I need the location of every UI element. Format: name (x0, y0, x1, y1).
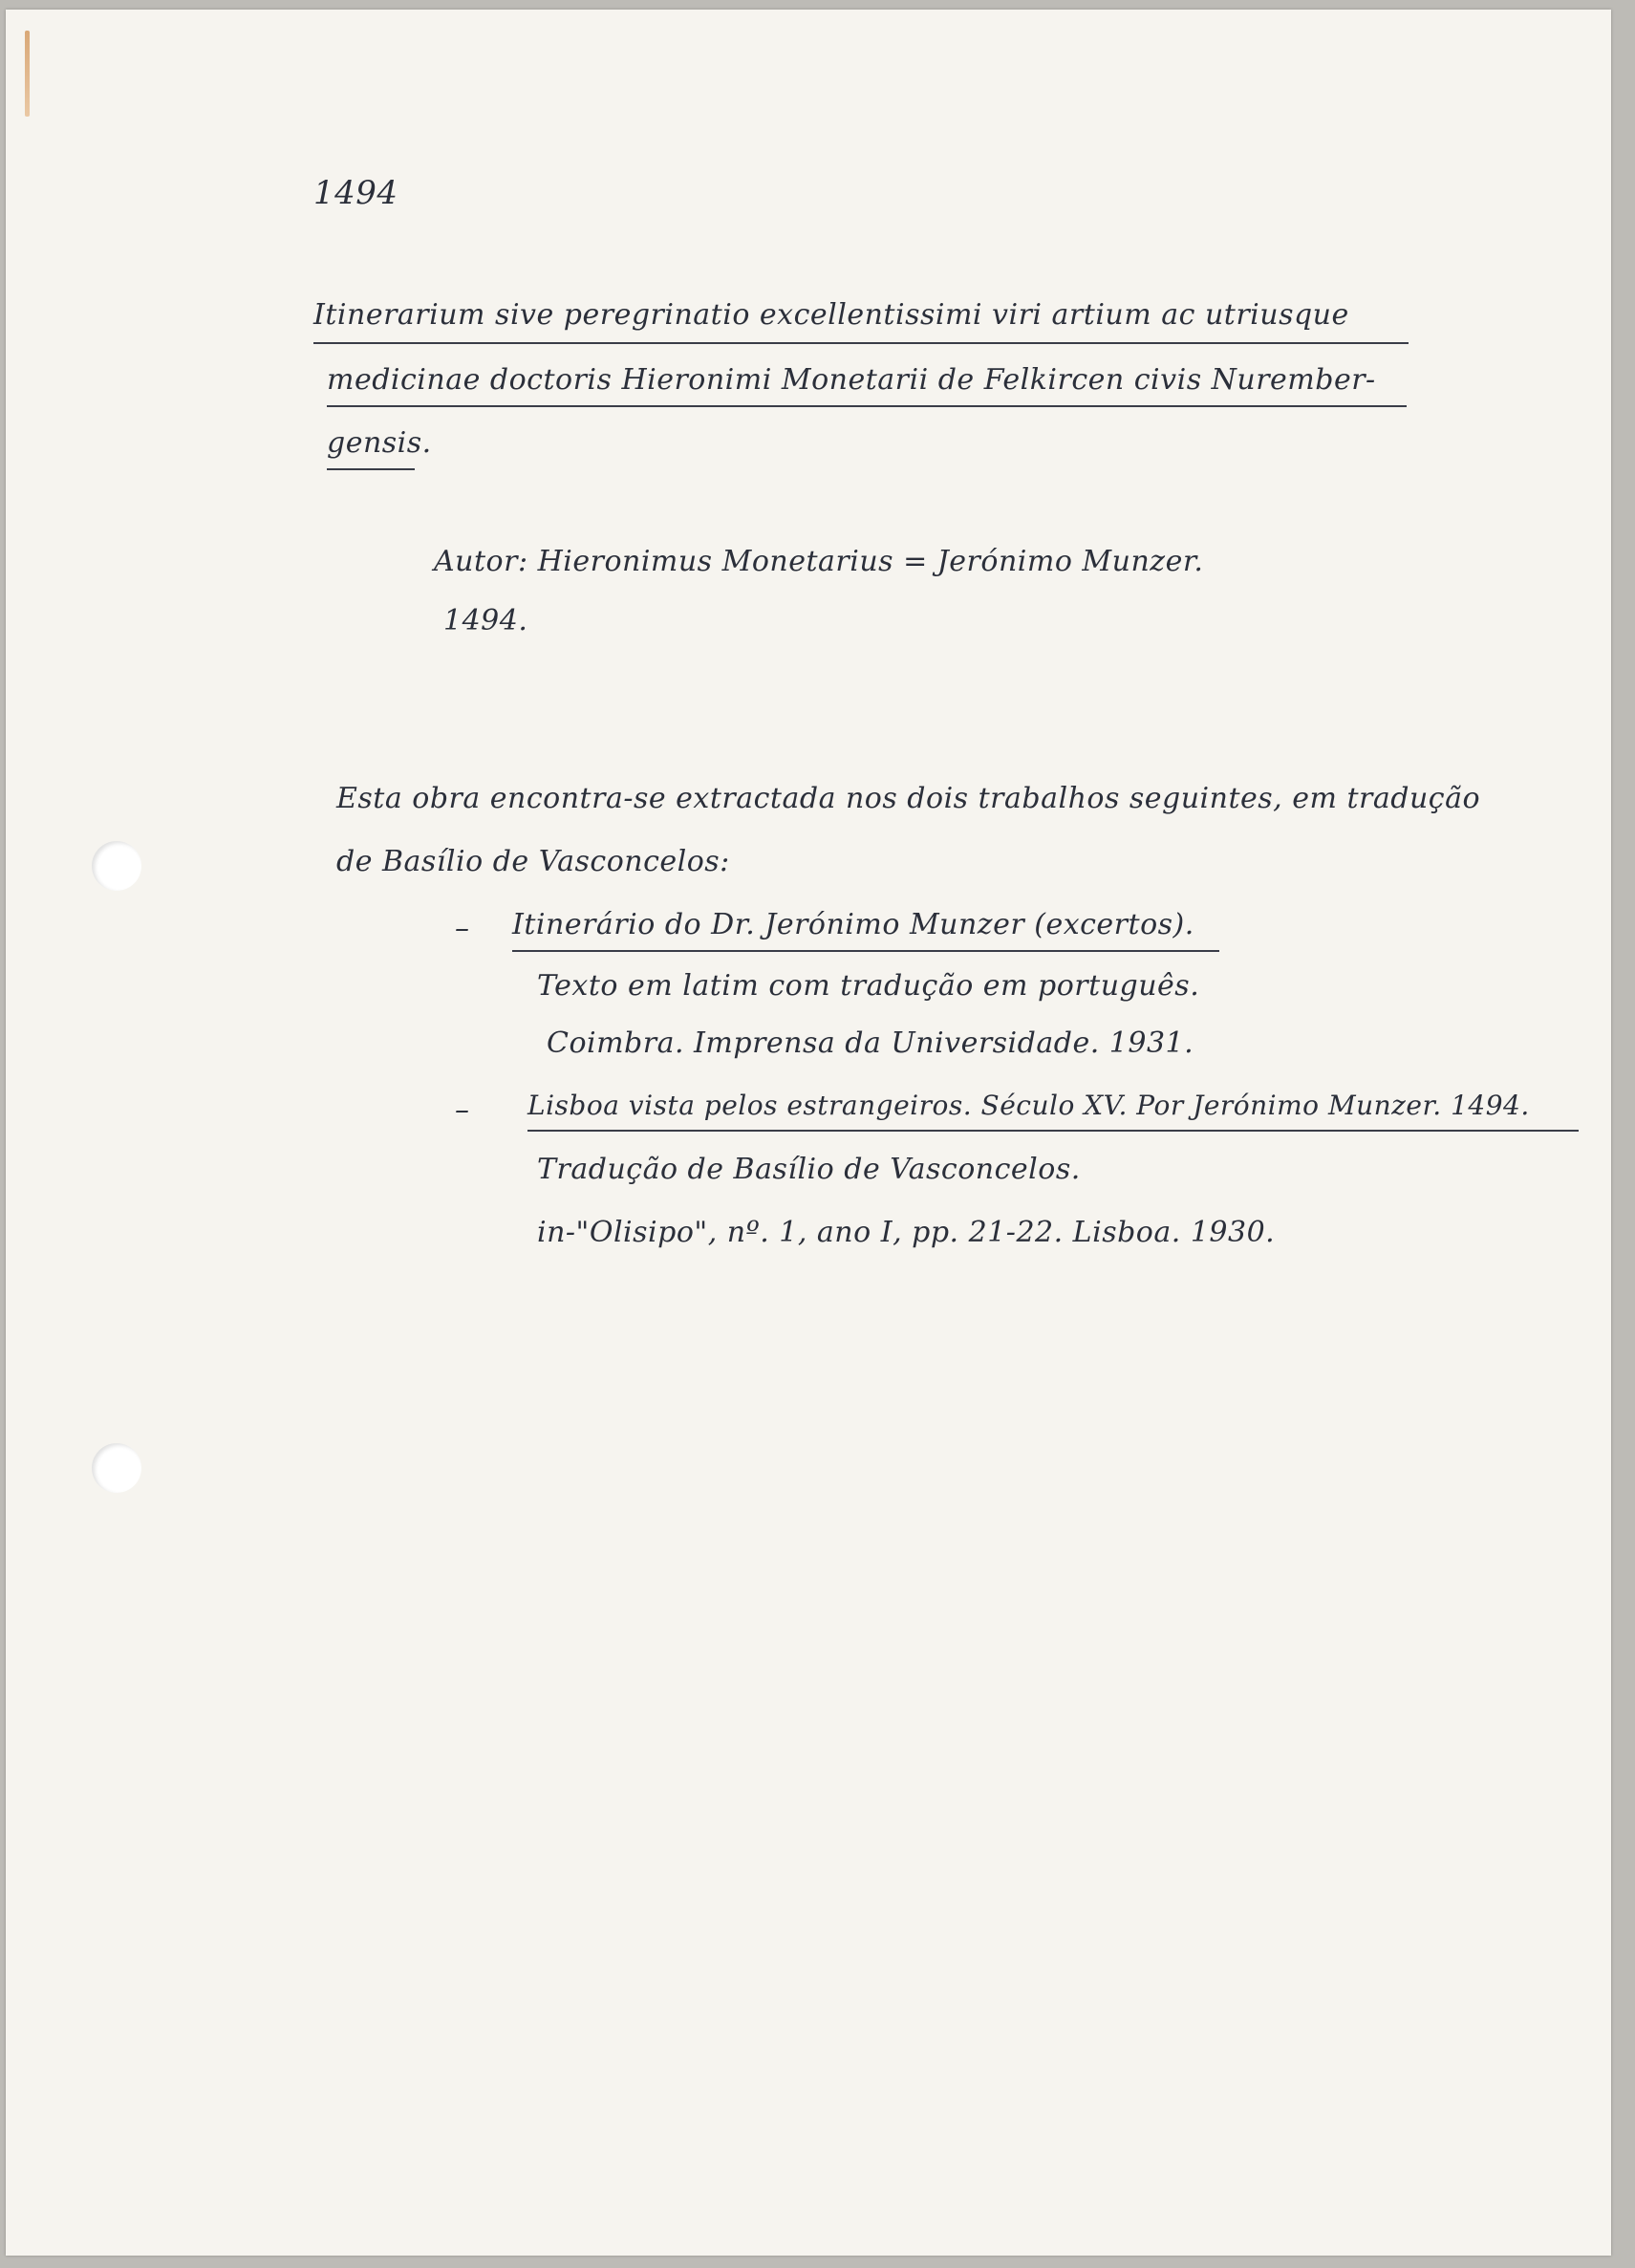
work-2-dash: – (455, 1093, 470, 1127)
title-underline (327, 405, 1407, 407)
work-1-detail-2: Coimbra. Imprensa da Universidade. 1931. (547, 1026, 1194, 1060)
intro-line-2: de Basílio de Vasconcelos: (336, 845, 730, 878)
work-1-detail-1: Texto em latim com tradução em português. (537, 969, 1200, 1003)
title-underline (327, 468, 415, 470)
edge-stain (25, 31, 30, 117)
author-year: 1494. (443, 604, 528, 637)
punch-hole (92, 1443, 141, 1493)
work-2-title: Lisboa vista pelos estrangeiros. Século XV. Por Jerónimo Munzer. 1494. (527, 1090, 1530, 1121)
work-2-underline (527, 1130, 1579, 1132)
intro-line-1: Esta obra encontra-se extractada nos dois trabalhos seguintes, em tradução (336, 782, 1481, 815)
punch-hole (92, 841, 141, 891)
year-heading: 1494 (313, 174, 398, 212)
work-1-title: Itinerário do Dr. Jerónimo Munzer (excertos). (512, 908, 1194, 941)
work-2-detail-1: Tradução de Basílio de Vasconcelos. (537, 1153, 1081, 1186)
title-underline (313, 342, 1409, 344)
title-line-3: gensis. (327, 426, 432, 460)
work-1-dash: – (455, 912, 470, 945)
title-line-1: Itinerarium sive peregrinatio excellentissimi viri artium ac utriusque (313, 298, 1349, 332)
document-page (6, 10, 1611, 2256)
work-1-underline (512, 950, 1219, 952)
title-line-2: medicinae doctoris Hieronimi Monetarii de Felkircen civis Nurember- (327, 363, 1376, 397)
author-line: Autor: Hieronimus Monetarius = Jerónimo Munzer. (434, 545, 1204, 578)
work-2-detail-2: in-"Olisipo", nº. 1, ano I, pp. 21-22. Lisboa. 1930. (537, 1216, 1276, 1249)
